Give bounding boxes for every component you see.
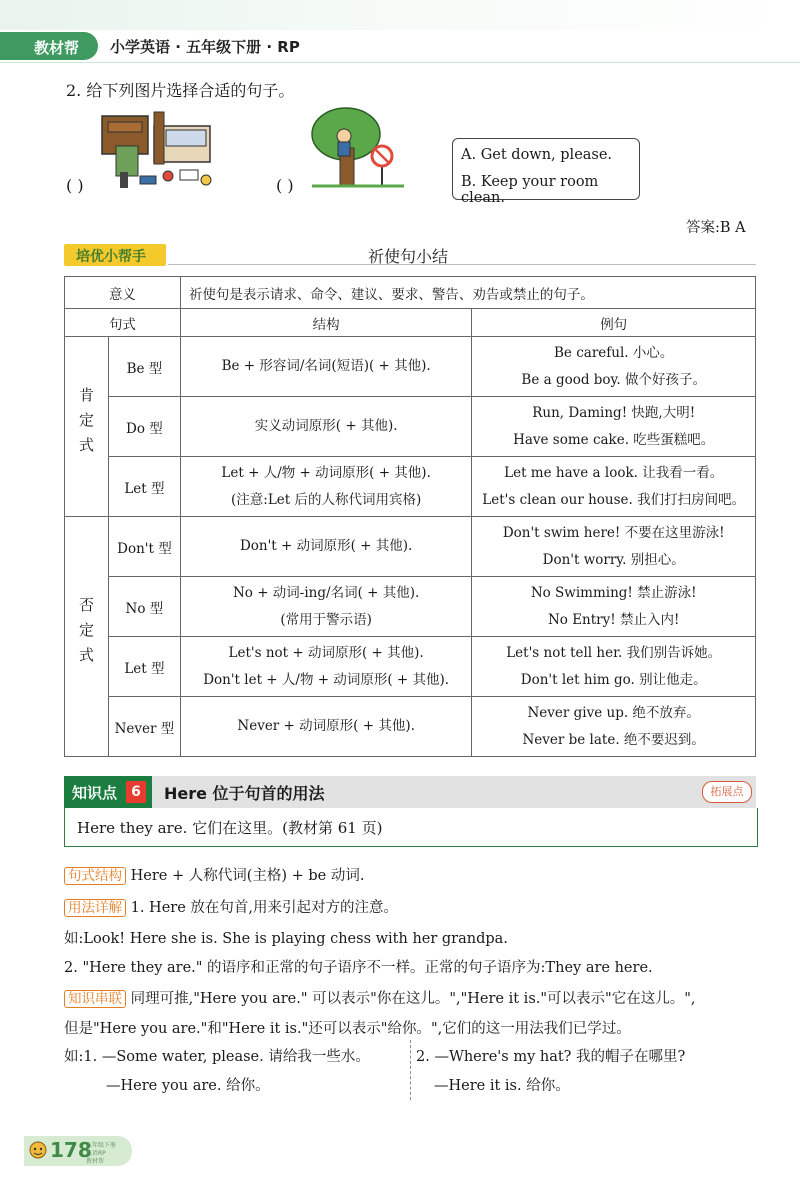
example2-answer: —Here it is. 给你。 bbox=[434, 1078, 570, 1094]
negative-label: 否定式 bbox=[76, 597, 95, 672]
knowledge-box bbox=[64, 808, 758, 847]
example-line: Let's not tell her. 我们别告诉她。 bbox=[506, 644, 722, 661]
column-divider bbox=[410, 1040, 411, 1100]
brand-label: 教材帮 bbox=[34, 39, 80, 57]
boy-in-tree-illustration bbox=[310, 104, 406, 190]
structure-tag: 句式结构 bbox=[64, 867, 126, 885]
example-line: Never be late. 绝不要迟到。 bbox=[522, 731, 705, 748]
structure-line-row bbox=[64, 864, 364, 885]
row-type: Don't 型 bbox=[108, 517, 180, 577]
example1-answer: —Here you are. 给你。 bbox=[106, 1078, 270, 1094]
row-examples bbox=[472, 697, 756, 757]
row-examples bbox=[472, 457, 756, 517]
link-tag: 知识串联 bbox=[64, 990, 126, 1008]
row-examples bbox=[472, 517, 756, 577]
row-type: Be 型 bbox=[108, 337, 180, 397]
page-small-line: 教材帮 bbox=[86, 1158, 105, 1165]
imperative-summary-table bbox=[64, 276, 756, 757]
example-line-row: 如:Look! Here she is. She is playing chess with her grandpa. bbox=[64, 931, 508, 947]
row-examples bbox=[472, 337, 756, 397]
row-structure bbox=[180, 697, 472, 757]
knowledge-number: 6 bbox=[126, 781, 146, 803]
example-line: Let me have a look. 让我看一看。 bbox=[504, 464, 724, 481]
option-a: A. Get down, please. bbox=[461, 147, 613, 163]
example-line: Run, Daming! 快跑,大明! bbox=[532, 404, 696, 421]
usage-tag: 用法详解 bbox=[64, 899, 126, 917]
question-title: 2. 给下列图片选择合适的句子。 bbox=[66, 81, 295, 100]
row-type: No 型 bbox=[108, 577, 180, 637]
usage-text-2: 2. "Here they are." 的语序和正常的句子语序不一样。正常的句子语序为:They are here. bbox=[64, 960, 653, 976]
structure-line: (注意:Let 后的人称代词用宾格) bbox=[231, 491, 422, 508]
example-line: Don't swim here! 不要在这里游泳! bbox=[502, 524, 725, 541]
answer-key: 答案:B A bbox=[686, 220, 746, 236]
structure-line: Let + 人/物 + 动词原形( + 其他). bbox=[221, 464, 431, 481]
example-line: Have some cake. 吃些蛋糕吧。 bbox=[513, 431, 715, 448]
helper-tag bbox=[64, 244, 166, 266]
example-line: Don't let him go. 别让他走。 bbox=[520, 671, 707, 688]
structure-text: Here + 人称代词(主格) + be 动词. bbox=[130, 868, 365, 884]
option-b: B. Keep your room clean. bbox=[461, 174, 599, 206]
structure-line: Don't let + 人/物 + 动词原形( + 其他). bbox=[203, 671, 450, 688]
header-band bbox=[0, 0, 800, 30]
row-examples bbox=[472, 577, 756, 637]
affirmative-label: 肯定式 bbox=[76, 387, 95, 462]
header-structure: 结构 bbox=[180, 309, 472, 337]
meaning-label: 意义 bbox=[65, 277, 181, 309]
mascot-icon bbox=[28, 1140, 48, 1162]
row-examples bbox=[472, 397, 756, 457]
row-examples bbox=[472, 637, 756, 697]
helper-tag-label: 培优小帮手 bbox=[76, 249, 146, 265]
example-line: Don't worry. 别担心。 bbox=[542, 551, 685, 568]
example-line: Never give up. 绝不放弃。 bbox=[527, 704, 700, 721]
page-small-text bbox=[86, 1142, 116, 1166]
header-form: 句式 bbox=[65, 309, 181, 337]
row-type: Never 型 bbox=[108, 697, 180, 757]
answer-blank-1[interactable]: ( ) bbox=[66, 176, 84, 195]
page-number: 178 bbox=[50, 1138, 92, 1162]
example-line: Be a good boy. 做个好孩子。 bbox=[521, 371, 706, 388]
brand-tag bbox=[0, 32, 98, 60]
answer-blank-2[interactable]: ( ) bbox=[276, 176, 294, 195]
row-type: Do 型 bbox=[108, 397, 180, 457]
helper-rule bbox=[168, 264, 756, 265]
row-structure bbox=[180, 637, 472, 697]
summary-title: 祈使句小结 bbox=[368, 247, 449, 266]
link-text-2: 但是"Here you are."和"Here it is."还可以表示"给你。",它们的这一用法我们已学过。 bbox=[64, 1021, 631, 1037]
knowledge-title: Here 位于句首的用法 bbox=[164, 784, 325, 803]
header-divider bbox=[0, 62, 800, 63]
example-line: Let's clean our house. 我们打扫房间吧。 bbox=[482, 491, 746, 508]
example-line: Be careful. 小心。 bbox=[554, 344, 674, 361]
structure-line: Don't + 动词原形( + 其他). bbox=[239, 538, 413, 554]
knowledge-tag bbox=[64, 776, 152, 808]
meaning-text: 祈使句是表示请求、命令、建议、要求、警告、劝告或禁止的句子。 bbox=[180, 277, 755, 309]
example2-question: 2. —Where's my hat? 我的帽子在哪里? bbox=[416, 1049, 686, 1065]
row-structure bbox=[180, 457, 472, 517]
usage-line-row bbox=[64, 896, 398, 917]
structure-line: Be + 形容词/名词(短语)( + 其他). bbox=[221, 358, 431, 374]
row-type: Let 型 bbox=[108, 637, 180, 697]
knowledge-box-text: Here they are. 它们在这里。(教材第 61 页) bbox=[77, 819, 383, 837]
structure-line: (常用于警示语) bbox=[280, 611, 372, 628]
row-type: Let 型 bbox=[108, 457, 180, 517]
row-structure bbox=[180, 517, 472, 577]
extension-badge: 拓展点 bbox=[702, 781, 752, 803]
example1-question: 如:1. —Some water, please. 请给我一些水。 bbox=[64, 1049, 370, 1065]
example-line: No Swimming! 禁止游泳! bbox=[530, 584, 697, 601]
usage-text-1: 1. Here 放在句首,用来引起对方的注意。 bbox=[130, 900, 399, 916]
page-small-line: 英语RP bbox=[86, 1150, 106, 1157]
affirmative-cell bbox=[65, 337, 109, 517]
link-text-1: 同理可推,"Here you are." 可以表示"你在这儿。","Here it is."可以表示"它在这儿。", bbox=[130, 991, 696, 1007]
header-example: 例句 bbox=[472, 309, 756, 337]
row-structure bbox=[180, 397, 472, 457]
book-subtitle: 小学英语 · 五年级下册 · RP bbox=[110, 38, 300, 56]
link-line-row bbox=[64, 987, 696, 1008]
structure-line: Never + 动词原形( + 其他). bbox=[237, 718, 415, 734]
negative-cell bbox=[65, 517, 109, 757]
page-small-line: 五年级下册 bbox=[86, 1142, 117, 1149]
knowledge-label: 知识点 bbox=[72, 784, 118, 802]
options-box bbox=[452, 138, 640, 206]
row-structure bbox=[180, 577, 472, 637]
structure-line: Let's not + 动词原形( + 其他). bbox=[228, 644, 424, 661]
example-line: No Entry! 禁止入内! bbox=[547, 611, 680, 628]
messy-room-illustration bbox=[96, 106, 220, 192]
structure-line: 实义动词原形( + 其他). bbox=[254, 418, 398, 434]
structure-line: No + 动词-ing/名词( + 其他). bbox=[232, 584, 420, 601]
page-badge bbox=[24, 1136, 132, 1166]
row-structure bbox=[180, 337, 472, 397]
